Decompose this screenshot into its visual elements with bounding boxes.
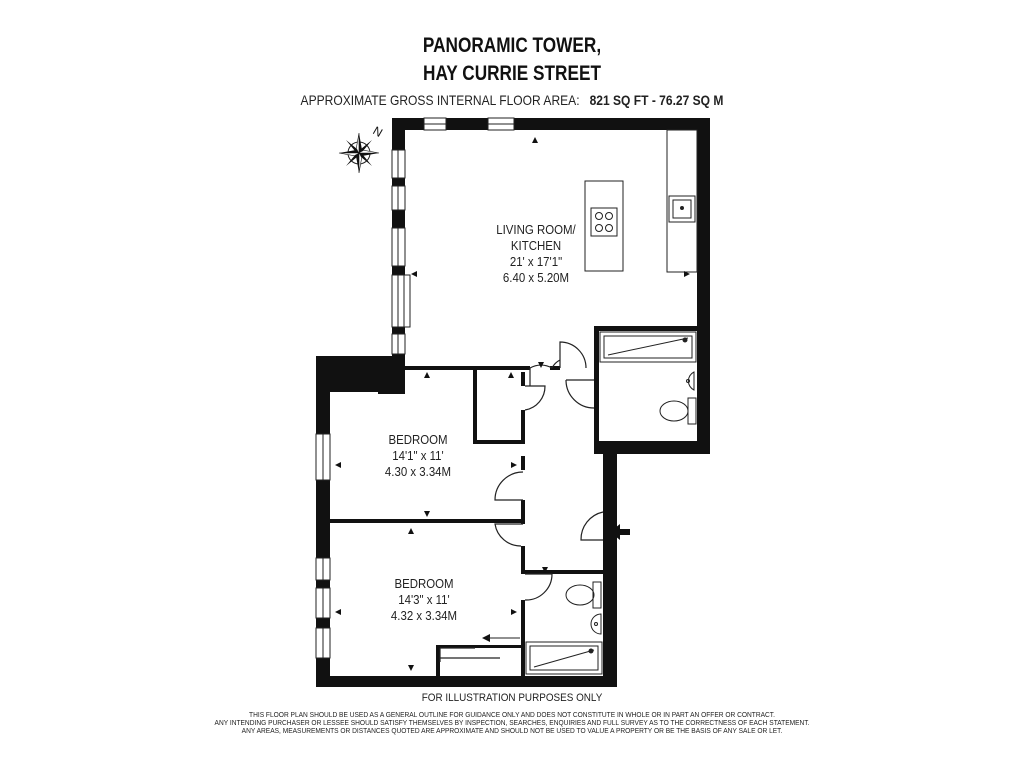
disclaimer-line-1: THIS FLOOR PLAN SHOULD BE USED AS A GENERAL OUTLINE FOR GUIDANCE ONLY AND DOES NOT CONSTITUTE IN WHOLE OR IN PART AN OFFER OR CONTRACT. [249, 710, 775, 719]
exterior-walls [316, 118, 710, 687]
room-label-bedroom-2 [382, 576, 466, 624]
room-dimensions-imperial: 14'3" x 11' [398, 592, 450, 607]
room-dimensions-imperial: 14'1" x 11' [392, 448, 444, 463]
room-dimensions-imperial: 21' x 17'1" [509, 254, 563, 269]
room-label-living-kitchen [492, 222, 580, 286]
floor-area-label: APPROXIMATE GROSS INTERNAL FLOOR AREA: [300, 92, 580, 108]
plan-title-line-2: HAY CURRIE STREET [423, 62, 601, 85]
bathroom-fixtures-2 [526, 582, 602, 674]
plan-title-line-1: PANORAMIC TOWER, [422, 34, 602, 57]
bathroom-fixtures-1 [600, 332, 696, 424]
floor-area-value: 821 SQ FT - 76.27 SQ M [589, 92, 724, 108]
compass-rose-icon [339, 133, 379, 173]
disclaimer-heading: FOR ILLUSTRATION PURPOSES ONLY [421, 692, 603, 704]
room-name-line-1: LIVING ROOM/ [496, 222, 576, 237]
disclaimer-line-2: ANY INTENDING PURCHASER OR LESSEE SHOULD SATISFY THEMSELVES BY INSPECTION, SEARCHES, ENQUIRIES AND FULL SURVEY AS TO THE CORRECTNESS OF EACH STATEMENT. [214, 718, 810, 727]
room-name-line-2: KITCHEN [510, 238, 562, 253]
disclaimer-line-3: ANY AREAS, MEASUREMENTS OR DISTANCES QUOTED ARE APPROXIMATE AND SHOULD NOT BE USED TO VALUE A PROPERTY OR BE THE BASIS OF ANY SALE OR LET. [241, 726, 783, 735]
room-name-line-1: BEDROOM [394, 576, 454, 591]
room-dimensions-metric: 6.40 x 5.20M [502, 270, 570, 285]
kitchen-fixtures [585, 130, 697, 272]
room-dimensions-metric: 4.32 x 3.34M [390, 608, 458, 623]
room-dimensions-metric: 4.30 x 3.34M [384, 464, 452, 479]
room-name-line-1: BEDROOM [388, 432, 448, 447]
room-label-bedroom-1 [376, 432, 460, 480]
compass-north-label: N [370, 123, 386, 140]
